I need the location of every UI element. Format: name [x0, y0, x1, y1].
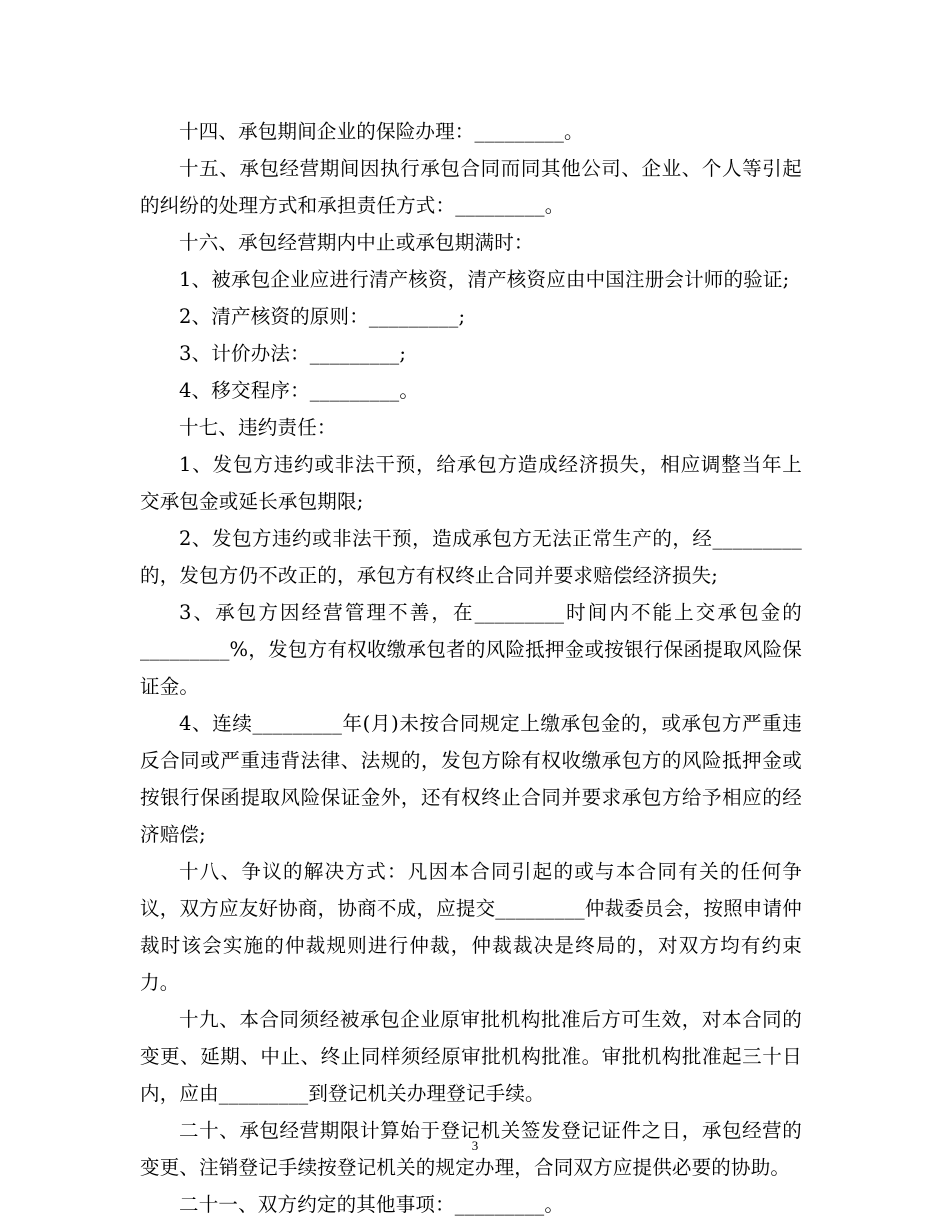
clause-18: 十八、争议的解决方式：凡因本合同引起的或与本合同有关的任何争议，双方应友好协商，协商不成，应提交_________仲裁委员会，按照申请仲裁时该会实施的仲裁规则进行仲裁，仲裁裁决是终局的，对双方均有约束力。 [140, 860, 802, 994]
clause-15: 十五、承包经营期间因执行承包合同而同其他公司、企业、个人等引起的纠纷的处理方式和承担责任方式：_________。 [140, 157, 802, 217]
clause-21: 二十一、双方约定的其他事项：_________。 [179, 1193, 565, 1216]
document-page [140, 113, 802, 1223]
clause-17-item-2: 2、发包方违约或非法干预，造成承包方无法正常生产的，经_________的，发包方仍不改正的，承包方有权终止合同并要求赔偿经济损失; [140, 527, 802, 587]
clause-17-item-1: 1、发包方违约或非法干预，给承包方造成经济损失，相应调整当年上交承包金或延长承包期限; [140, 453, 802, 513]
clause-16-item-4: 4、移交程序：_________。 [179, 379, 420, 402]
clause-17: 十七、违约责任： [179, 416, 337, 439]
page-number: 3 [471, 1138, 479, 1153]
clause-17-item-3: 3、承包方因经营管理不善，在_________时间内不能上交承包金的_________%，发包方有权收缴承包者的风险抵押金或按银行保函提取风险保证金。 [140, 601, 802, 698]
clause-16: 十六、承包经营期内中止或承包期满时： [179, 231, 534, 254]
clause-20: 二十、承包经营期限计算始于登记机关签发登记证件之日，承包经营的变更、注销登记手续按登记机关的规定办理，合同双方应提供必要的协助。 [140, 1119, 802, 1179]
clause-16-item-2: 2、清产核资的原则：_________; [179, 305, 466, 328]
clause-19: 十九、本合同须经被承包企业原审批机构批准后方可生效，对本合同的变更、延期、中止、终止同样须经原审批机构批准。审批机构批准起三十日内，应由_________到登记机关办理登记手续。 [140, 1008, 802, 1105]
clause-16-item-1: 1、被承包企业应进行清产核资，清产核资应由中国注册会计师的验证; [179, 268, 790, 291]
clause-14: 十四、承包期间企业的保险办理：_________。 [179, 120, 584, 143]
clause-17-item-4: 4、连续_________年(月)未按合同规定上缴承包金的，或承包方严重违反合同或严重违背法律、法规的，发包方除有权收缴承包方的风险抵押金或按银行保函提取风险保证金外，还有权终止合同并要求承包方给予相应的经济赔偿; [140, 712, 802, 846]
clause-16-item-3: 3、计价办法：_________; [179, 342, 407, 365]
